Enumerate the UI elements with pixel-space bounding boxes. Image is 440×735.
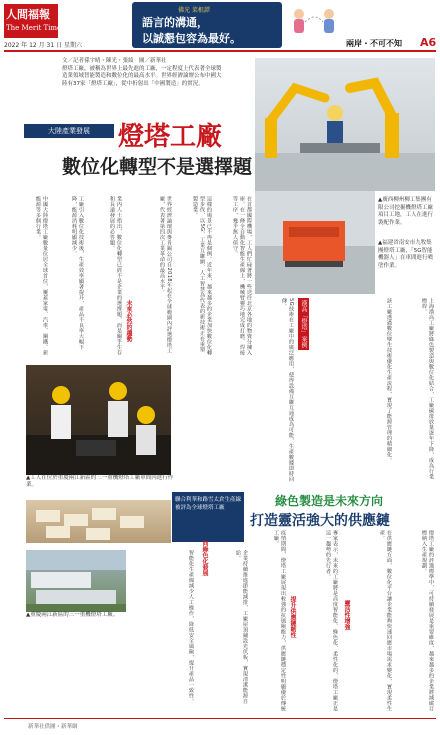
body-column-1: 在首都國際機場，工人們忙碌著將一些送往北京各地的物資分揀入庫。在一條全自動化智能生產線上，機械臂靈巧地完成打磨、焊接等工序，幾乎無人值守。 bbox=[232, 196, 252, 356]
main-headline: 燈塔工廠 bbox=[118, 122, 223, 152]
body-column-9: 5G技術在工廠中的廣泛應用，使得設備互聯互通成為可能，生產數據即時回傳。 bbox=[281, 298, 294, 482]
newspaper-logo bbox=[4, 4, 65, 38]
kicker-label: 大陸產業發展 bbox=[24, 124, 114, 138]
blue-headline: 打造靈活強大的供應鏈 bbox=[250, 513, 390, 529]
lede-paragraph: 燈塔工廠，被稱為世界上最先進的工廠，一定程度上代表著全球製造業領域智能製造和數位化的最高水平。世界經濟論壇公布中國大陸有37家「燈塔工廠」，從中折射出「中國製造」的實況。 bbox=[62, 66, 222, 87]
green-column-2: 在供應鏈方面，數位化平台讓企業能夠快速回應市場需求變化，實現柔性生產。 bbox=[379, 530, 392, 712]
sub-headline: 數位化轉型不是選擇題 bbox=[62, 156, 253, 178]
masthead bbox=[0, 0, 440, 50]
aerial-factory-photo bbox=[26, 550, 126, 612]
ice-cream-photo bbox=[26, 500, 171, 543]
subheading-green-development: 向綠色化發展 bbox=[201, 540, 208, 576]
workers-photo bbox=[26, 365, 171, 475]
issue-date: 2022 年 12 月 31 日 星期六 bbox=[4, 42, 82, 49]
caption-left-2: ▲重慶兩江新區的三一重機燈塔工廠。 bbox=[26, 612, 119, 618]
workers-illustration bbox=[26, 365, 171, 475]
body-column-3: 世界經濟論壇與麥肯錫公司自2018年起在全球範圍內評選燈塔工廠，代表著第四次工業革命的最高水平。 bbox=[159, 196, 172, 354]
page-number: A6 bbox=[420, 36, 437, 49]
banner-line-1: 語言的溝通， bbox=[142, 16, 208, 29]
aerial-illustration bbox=[26, 550, 126, 612]
footer-credit: 新華社供圖・新華網 bbox=[28, 724, 78, 730]
agv-robot-photo bbox=[255, 191, 375, 294]
body-column-4: 業內人士指出，數位化轉型已經不是企業的選擇題，而是關乎生存和長遠發展的必答題。 bbox=[109, 196, 122, 356]
body-column-5: 工廠引入數位化技術後，生產效率顯著提升，產品不良率大幅下降，能源消耗明顯減少。 bbox=[71, 196, 84, 350]
photo-callout: 聯合利華和路雪太倉生產線被評為全球燈塔工廠 bbox=[172, 492, 244, 542]
factory-robot-photo bbox=[255, 58, 435, 191]
body-column-7: 上海漢高工廠將綠色製造與數位化結合，工廠碳排放量逐年下降，成為行業標桿。 bbox=[421, 298, 434, 480]
subheading-supply-chain: 提升供應鏈韌性 bbox=[289, 596, 296, 638]
section-name: 兩岸・不可不知 bbox=[346, 39, 402, 48]
robot-arm-illustration bbox=[255, 58, 435, 191]
caption-right-2: ▲福建省南安市九牧集團燈塔工廠，「5G智能機器人」在車間進行噴塗作業。 bbox=[378, 240, 434, 269]
banner-tag: 佛光 菜根譚 bbox=[178, 7, 210, 14]
green-column-4: 疫情期間，燈塔工廠展現出較強的抗風險能力，供應鏈穩定性明顯優於傳統工廠。 bbox=[273, 530, 286, 712]
green-headline: 綠色製造是未來方向 bbox=[275, 494, 384, 508]
caption-left-1: ▲工人在位於重慶兩江新區的三一重機燈塔工廠車間內進行作業。 bbox=[26, 475, 174, 489]
logo-english: The Merit Times bbox=[6, 24, 65, 32]
product-illustration bbox=[26, 500, 171, 543]
body-column-2: 這樣的場景已不再是個例。近年來，越來越多的企業加快數位化轉型步伐，以5G、工業互聯網、人工智慧為代表的新技術正在重塑製造業。 bbox=[192, 196, 212, 356]
quote-banner bbox=[132, 2, 282, 48]
green-column-3: 專家表示，未來的工廠將是高度智能化、綠色化、柔性化的，燈塔工廠正是這一趨勢的先行者。 bbox=[325, 530, 338, 712]
banner-line-2: 以誠懇包容為最好。 bbox=[142, 32, 241, 45]
logo-chinese: 人間福報 bbox=[6, 8, 50, 21]
footer-rule bbox=[4, 718, 436, 719]
subheading-future-trend: 未來必然的趨勢 bbox=[125, 300, 132, 342]
header-rule bbox=[4, 50, 436, 52]
byline: 文／記者孫宇晴・陳光・張綾 圖／新華社 bbox=[62, 58, 167, 64]
body-column-6: 中國大陸燈塔工廠數量位居全球首位，覆蓋家電、汽車、鋼鐵、新能源等多個行業。 bbox=[35, 196, 48, 356]
caption-right-1: ▲廣西柳州柳工集團有限公司挖掘機燈塔工廠項目工地，工人在進行裝配作業。 bbox=[378, 197, 434, 226]
lower-left-column-2: 智能化生產線減少人工操作，降低安全風險，提升產品一致性。 bbox=[188, 550, 194, 704]
agv-illustration bbox=[255, 191, 375, 294]
green-column-1: 燈塔工廠的評選標準中，可持續發展是重要維度，越來越多的企業將減碳目標納入生產規劃。 bbox=[421, 530, 434, 712]
body-column-8: 該工廠透過數位孿生技術優化生產流程，實現了能源管理的精細化。 bbox=[386, 298, 392, 463]
subheading-flexibility: 靈活性增強 bbox=[343, 600, 350, 630]
people-illustration bbox=[285, 4, 345, 40]
subheading-henkel-case: 漢高「燈塔」案例 bbox=[300, 300, 307, 348]
lower-left-column-1: 企業持續推進節能減排，工廠屋頂鋪設光伏板，實現清潔能源自給。 bbox=[235, 550, 248, 704]
